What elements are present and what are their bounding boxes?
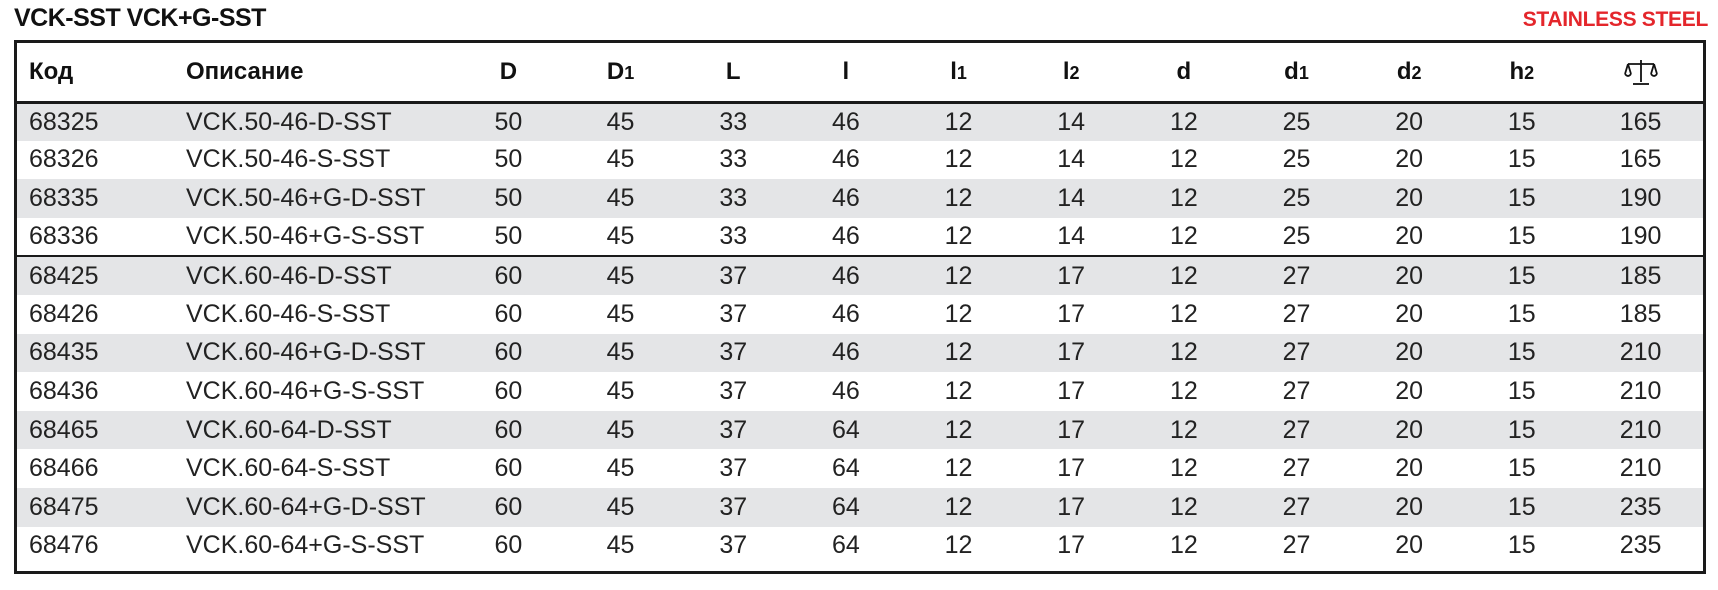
- cell-d1: 45: [606, 531, 635, 560]
- material-badge: STAINLESS STEEL: [1522, 8, 1708, 31]
- table-row: [17, 372, 1703, 411]
- cell-weight: 235: [1619, 531, 1662, 560]
- column-header-label: D: [606, 57, 625, 85]
- cell-d: 60: [494, 338, 523, 367]
- column-header-subscript: 1: [624, 62, 635, 83]
- cell-l1: 12: [944, 338, 973, 367]
- cell-l2: 14: [1057, 222, 1086, 251]
- column-header-label: Код: [29, 57, 74, 85]
- column-header-l2: [1015, 43, 1128, 102]
- table-row: [17, 527, 1703, 566]
- cell-l2: 14: [1057, 183, 1086, 212]
- cell-weight: 210: [1619, 338, 1662, 367]
- cell-l2: 17: [1015, 256, 1128, 295]
- cell-l1: 12: [944, 145, 973, 174]
- cell-weight: 210: [1619, 454, 1662, 483]
- column-header-weight: [1578, 43, 1703, 102]
- table-row: [17, 256, 1703, 295]
- cell-d1: 27: [1240, 256, 1353, 295]
- cell-d1: 25: [1282, 107, 1311, 136]
- cell-d: 12: [1169, 145, 1198, 174]
- cell-d: 12: [1169, 454, 1198, 483]
- cell-d1: 27: [1282, 338, 1311, 367]
- cell-code: 68476: [29, 531, 99, 560]
- column-header-l1: [902, 43, 1015, 102]
- cell-d: 12: [1169, 415, 1198, 444]
- cell-d: 12: [1128, 256, 1241, 295]
- cell-l: 64: [831, 492, 860, 521]
- cell-l: 46: [831, 183, 860, 212]
- column-header-label: d: [1176, 57, 1192, 85]
- cell-d1: 27: [1282, 299, 1311, 328]
- cell-d1: 45: [606, 145, 635, 174]
- cell-d2: 20: [1395, 107, 1424, 136]
- cell-l1: 12: [944, 376, 973, 405]
- cell-desc: VCK.60-46+G-S-SST: [186, 376, 425, 405]
- cell-h2: 15: [1507, 222, 1536, 251]
- cell-d1: 45: [606, 222, 635, 251]
- column-header-subscript: 1: [956, 62, 967, 83]
- cell-weight: 190: [1619, 222, 1662, 251]
- cell-l2: 17: [1057, 531, 1086, 560]
- cell-d1: 27: [1282, 492, 1311, 521]
- cell-d1: 27: [1282, 454, 1311, 483]
- cell-desc: VCK.60-46-D-SST: [186, 256, 453, 295]
- cell-l: 46: [790, 256, 903, 295]
- cell-h2: 15: [1507, 531, 1536, 560]
- column-header-label: Описание: [186, 57, 304, 85]
- column-header-d1: [1240, 43, 1353, 102]
- table-row: [17, 449, 1703, 488]
- cell-code: 68335: [29, 183, 99, 212]
- column-header-label: d: [1284, 57, 1299, 85]
- cell-weight: 165: [1619, 107, 1662, 136]
- cell-d: 60: [494, 299, 523, 328]
- cell-h2: 15: [1507, 376, 1536, 405]
- cell-d2: 20: [1395, 145, 1424, 174]
- cell-l: 46: [831, 299, 860, 328]
- cell-d: 50: [494, 183, 523, 212]
- cell-desc: VCK.60-46-S-SST: [186, 299, 391, 328]
- cell-code: 68475: [29, 492, 99, 521]
- cell-l2: 17: [1057, 376, 1086, 405]
- spec-table-frame: [14, 40, 1706, 574]
- cell-h2: 15: [1507, 454, 1536, 483]
- cell-d1: 45: [606, 376, 635, 405]
- cell-desc: VCK.60-46+G-D-SST: [186, 338, 426, 367]
- cell-l: 37: [719, 454, 748, 483]
- cell-d: 12: [1169, 376, 1198, 405]
- cell-d2: 20: [1395, 338, 1424, 367]
- cell-l: 46: [831, 107, 860, 136]
- cell-l: 46: [831, 145, 860, 174]
- column-header-subscript: 2: [1524, 62, 1535, 83]
- cell-l2: 17: [1057, 492, 1086, 521]
- column-header-subscript: 2: [1411, 62, 1422, 83]
- table-row: [17, 141, 1703, 180]
- cell-h2: 15: [1465, 256, 1578, 295]
- cell-h2: 15: [1507, 299, 1536, 328]
- cell-code: 68325: [29, 107, 99, 136]
- cell-d: 60: [494, 531, 523, 560]
- column-header-d2: [1353, 43, 1466, 102]
- cell-d1: 45: [606, 415, 635, 444]
- column-header-desc: [186, 43, 453, 102]
- cell-h2: 15: [1507, 183, 1536, 212]
- cell-l2: 14: [1057, 107, 1086, 136]
- cell-l2: 17: [1057, 415, 1086, 444]
- cell-l: 33: [719, 183, 748, 212]
- column-header-subscript: 2: [1069, 62, 1080, 83]
- table-row: [17, 411, 1703, 450]
- table-row: [17, 218, 1703, 257]
- cell-l: 64: [831, 415, 860, 444]
- spec-table: [17, 43, 1703, 565]
- column-header-d: [453, 43, 565, 102]
- cell-h2: 15: [1507, 338, 1536, 367]
- cell-l1: 12: [944, 222, 973, 251]
- cell-d2: 20: [1395, 222, 1424, 251]
- cell-d: 60: [494, 492, 523, 521]
- column-header-l: [790, 43, 903, 102]
- cell-d: 12: [1169, 492, 1198, 521]
- cell-d: 12: [1169, 183, 1198, 212]
- cell-h2: 15: [1507, 107, 1536, 136]
- table-row: [17, 334, 1703, 373]
- cell-d: 50: [494, 107, 523, 136]
- cell-d2: 20: [1395, 376, 1424, 405]
- cell-l1: 12: [944, 183, 973, 212]
- cell-desc: VCK.60-64+G-S-SST: [186, 531, 425, 560]
- cell-h2: 15: [1507, 415, 1536, 444]
- cell-l1: 12: [944, 415, 973, 444]
- cell-l: 64: [831, 531, 860, 560]
- table-body: [17, 102, 1703, 565]
- cell-l: 37: [719, 299, 748, 328]
- cell-l: 33: [719, 145, 748, 174]
- cell-d: 12: [1169, 338, 1198, 367]
- column-header-label: D: [499, 57, 518, 85]
- cell-code: 68466: [29, 454, 99, 483]
- cell-d: 50: [494, 145, 523, 174]
- cell-desc: VCK.60-64-S-SST: [186, 454, 391, 483]
- cell-code: 68465: [29, 415, 99, 444]
- cell-code: 68425: [17, 256, 186, 295]
- cell-desc: VCK.50-46-S-SST: [186, 145, 391, 174]
- cell-desc: VCK.50-46+G-D-SST: [186, 183, 426, 212]
- cell-d1: 27: [1282, 415, 1311, 444]
- cell-weight: 210: [1619, 415, 1662, 444]
- cell-d2: 20: [1395, 531, 1424, 560]
- cell-d: 12: [1169, 531, 1198, 560]
- cell-l1: 12: [944, 454, 973, 483]
- cell-l1: 12: [902, 256, 1015, 295]
- cell-desc: VCK.50-46+G-S-SST: [186, 222, 425, 251]
- column-header-label: l: [842, 57, 850, 85]
- cell-d2: 20: [1395, 454, 1424, 483]
- cell-l: 37: [719, 338, 748, 367]
- cell-d2: 20: [1353, 256, 1466, 295]
- cell-l1: 12: [944, 107, 973, 136]
- column-header-code: [17, 43, 186, 102]
- cell-d1: 45: [606, 454, 635, 483]
- cell-d1: 27: [1282, 531, 1311, 560]
- cell-d1: 45: [606, 183, 635, 212]
- cell-d2: 20: [1395, 415, 1424, 444]
- column-header-d1: [564, 43, 677, 102]
- cell-l1: 12: [944, 299, 973, 328]
- cell-weight: 165: [1619, 145, 1662, 174]
- cell-l: 46: [831, 376, 860, 405]
- cell-l: 64: [831, 454, 860, 483]
- column-header-label: l: [950, 57, 957, 85]
- cell-h2: 15: [1507, 492, 1536, 521]
- cell-d1: 27: [1282, 376, 1311, 405]
- cell-l2: 14: [1057, 145, 1086, 174]
- cell-l2: 17: [1057, 299, 1086, 328]
- scale-icon: [1624, 58, 1658, 86]
- cell-weight: 235: [1619, 492, 1662, 521]
- cell-weight: 190: [1619, 183, 1662, 212]
- cell-d: 12: [1169, 107, 1198, 136]
- cell-code: 68435: [29, 338, 99, 367]
- cell-l2: 17: [1057, 338, 1086, 367]
- cell-d: 60: [494, 376, 523, 405]
- cell-l1: 12: [944, 531, 973, 560]
- column-header-label: h: [1509, 57, 1525, 85]
- cell-d: 60: [453, 256, 565, 295]
- cell-l: 33: [719, 107, 748, 136]
- column-header-subscript: 1: [1298, 62, 1309, 83]
- cell-d1: 25: [1282, 145, 1311, 174]
- cell-desc: VCK.50-46-D-SST: [186, 107, 392, 136]
- cell-l2: 17: [1057, 454, 1086, 483]
- cell-desc: VCK.60-64-D-SST: [186, 415, 392, 444]
- cell-l: 33: [719, 222, 748, 251]
- cell-d1: 45: [606, 107, 635, 136]
- cell-l: 37: [719, 531, 748, 560]
- cell-code: 68336: [29, 222, 99, 251]
- page-title: VCK-SST VCK+G-SST: [14, 4, 266, 32]
- cell-code: 68436: [29, 376, 99, 405]
- cell-d: 12: [1169, 222, 1198, 251]
- cell-d2: 20: [1395, 492, 1424, 521]
- cell-d1: 25: [1282, 222, 1311, 251]
- cell-l: 37: [719, 492, 748, 521]
- cell-l: 37: [677, 256, 790, 295]
- column-header-l: [677, 43, 790, 102]
- cell-d: 12: [1169, 299, 1198, 328]
- table-row: [17, 179, 1703, 218]
- cell-weight: 185: [1578, 256, 1703, 295]
- cell-d2: 20: [1395, 183, 1424, 212]
- cell-desc: VCK.60-64+G-D-SST: [186, 492, 426, 521]
- cell-d1: 25: [1282, 183, 1311, 212]
- cell-d2: 20: [1395, 299, 1424, 328]
- cell-l1: 12: [944, 492, 973, 521]
- cell-d: 50: [494, 222, 523, 251]
- column-header-label: L: [725, 57, 741, 85]
- cell-d1: 45: [606, 338, 635, 367]
- cell-l: 46: [831, 338, 860, 367]
- column-header-h2: [1465, 43, 1578, 102]
- table-row: [17, 102, 1703, 141]
- table-header-row: [17, 43, 1703, 102]
- cell-d1: 45: [564, 256, 677, 295]
- cell-d: 60: [494, 415, 523, 444]
- cell-d: 60: [494, 454, 523, 483]
- column-header-label: l: [1062, 57, 1070, 85]
- cell-d1: 45: [606, 492, 635, 521]
- cell-weight: 210: [1619, 376, 1662, 405]
- column-header-label: d: [1396, 57, 1412, 85]
- table-row: [17, 488, 1703, 527]
- cell-weight: 185: [1619, 299, 1662, 328]
- cell-d1: 45: [606, 299, 635, 328]
- cell-l: 46: [831, 222, 860, 251]
- cell-h2: 15: [1507, 145, 1536, 174]
- cell-l: 37: [719, 415, 748, 444]
- column-header-d: [1128, 43, 1241, 102]
- cell-l: 37: [719, 376, 748, 405]
- cell-code: 68426: [29, 299, 99, 328]
- cell-code: 68326: [29, 145, 99, 174]
- table-row: [17, 295, 1703, 334]
